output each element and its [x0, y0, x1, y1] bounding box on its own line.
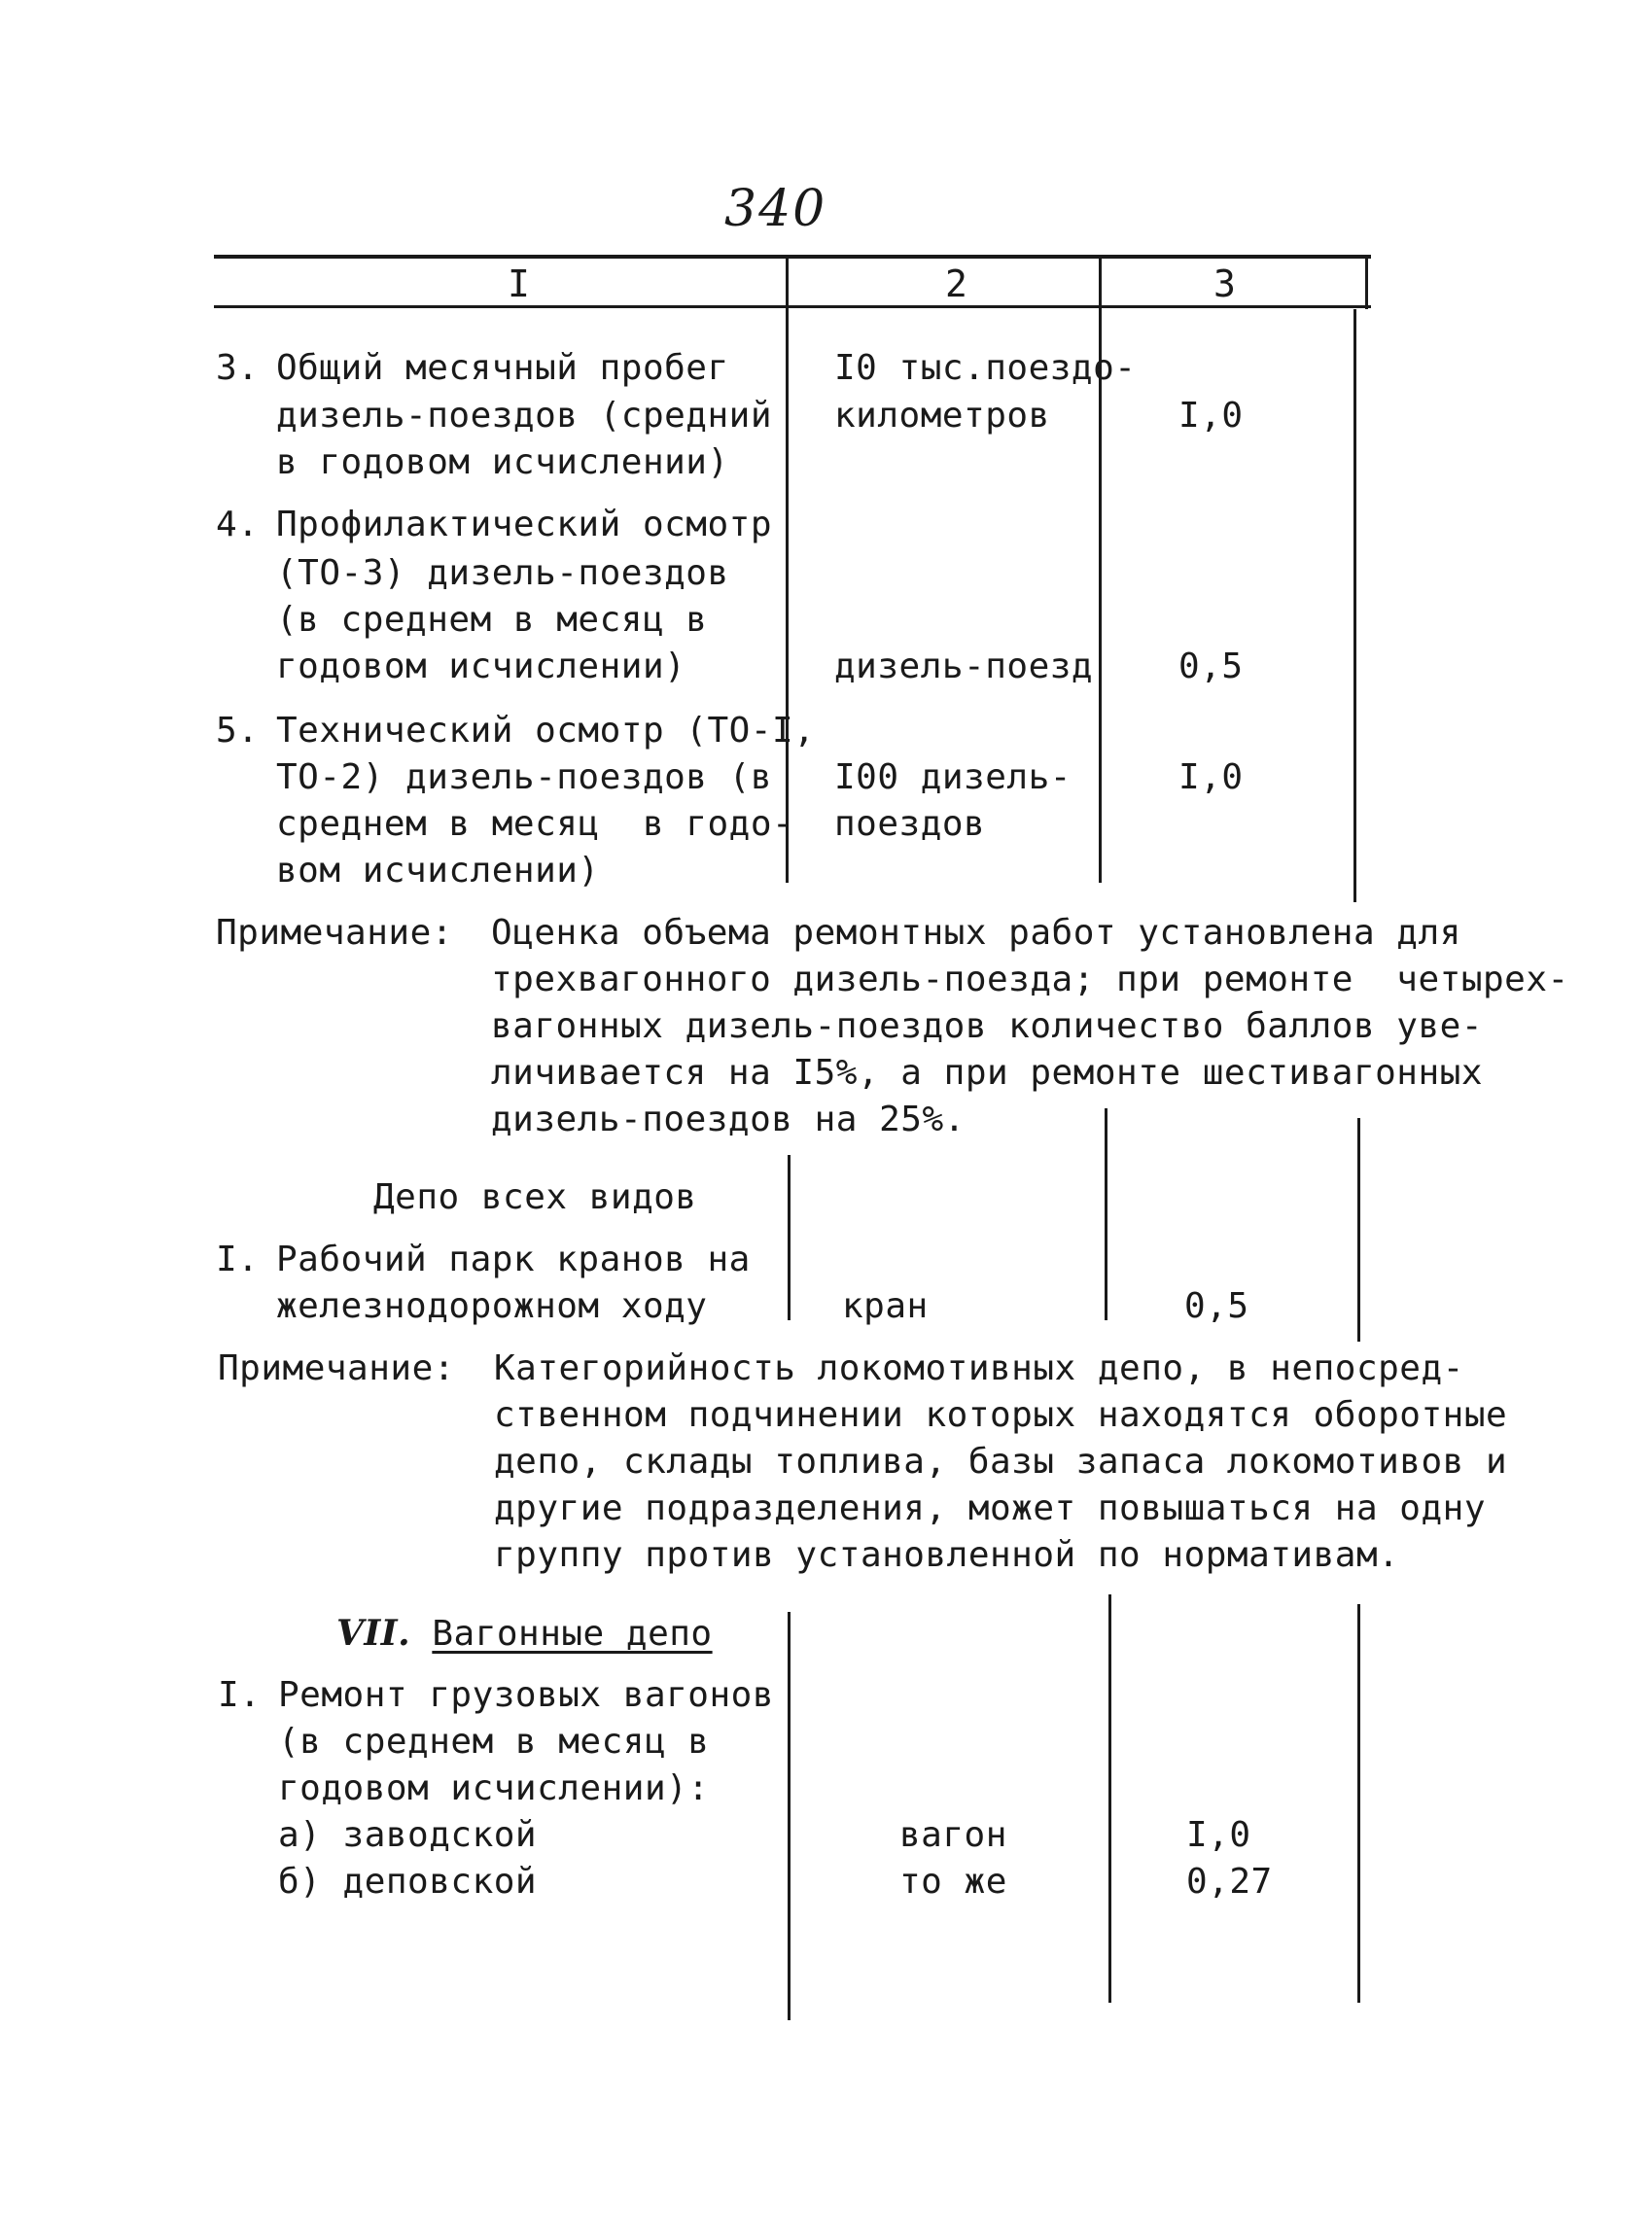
note-line: личивается на I5%, а при ремонте шестивагонных: [491, 1053, 1483, 1093]
row-number: I.: [218, 1675, 262, 1715]
note-line: ственном подчинении которых находятся оборотные: [494, 1395, 1508, 1435]
subrow-unit: вагон: [899, 1815, 1007, 1855]
row-unit: дизель-поезд: [834, 647, 1094, 686]
col-separator-a3: [1353, 309, 1356, 902]
row-text-line: Общий месячный пробег: [276, 348, 729, 388]
subrow-label: а) заводской: [278, 1815, 538, 1855]
note-line: Категорийность локомотивных депо, в непосред-: [494, 1348, 1464, 1388]
subrow-value: I,0: [1186, 1815, 1251, 1855]
header-separator-3: [1365, 257, 1368, 309]
col-header-1: I: [508, 262, 530, 305]
header-separator-1: [786, 257, 789, 309]
row-text-line: (в среднем в месяц в: [276, 600, 708, 640]
page-number: 340: [724, 180, 827, 238]
table-header-rule: [214, 305, 1371, 308]
col-separator-c1: [788, 1612, 791, 2020]
section-title: Депо всех видов: [373, 1177, 697, 1217]
note-line: дизель-поездов на 25%.: [491, 1100, 966, 1139]
row-number: 3.: [216, 348, 260, 388]
note-line: группу против установленной по нормативам.: [494, 1535, 1400, 1575]
col-separator-a1: [786, 309, 789, 883]
subrow-label: б) деповской: [278, 1862, 538, 1902]
col-separator-b2: [1105, 1108, 1107, 1320]
header-separator-2: [1099, 257, 1102, 309]
row-value: I,0: [1178, 396, 1244, 436]
col-separator-c3: [1357, 1604, 1360, 2003]
row-text-line: ТО-2) дизель-поездов (в: [276, 757, 772, 797]
row-text-line: Рабочий парк кранов на: [276, 1240, 751, 1279]
row-value: 0,5: [1178, 647, 1244, 686]
section-heading: [336, 1610, 713, 1658]
row-unit: километров: [834, 396, 1050, 436]
subrow-value: 0,27: [1186, 1862, 1273, 1902]
note-label: Примечание:: [216, 913, 453, 953]
col-header-3: 3: [1213, 262, 1236, 305]
note-line: вагонных дизель-поездов количество баллов уве-: [491, 1006, 1483, 1046]
section-title: Вагонные депо: [432, 1614, 713, 1654]
note-line: другие подразделения, может повышаться на одну: [494, 1488, 1486, 1528]
row-text-line: Профилактический осмотр: [276, 505, 772, 544]
row-text-line: годовом исчислении): [276, 647, 686, 686]
note-label: Примечание:: [218, 1348, 455, 1388]
row-text-line: (в среднем в месяц в: [278, 1722, 710, 1762]
table-top-rule: [214, 255, 1371, 259]
subrow-unit: то же: [899, 1862, 1007, 1902]
section-roman-numeral: VII.: [336, 1613, 411, 1654]
row-text-line: вом исчислении): [276, 851, 600, 891]
row-text-line: железнодорожном ходу: [276, 1286, 708, 1326]
row-text-line: (ТО-3) дизель-поездов: [276, 553, 729, 593]
col-separator-a2: [1099, 309, 1102, 883]
row-text-line: дизель-поездов (средний: [276, 396, 772, 436]
note-line: депо, склады топлива, базы запаса локомотивов и: [494, 1442, 1508, 1482]
row-text-line: Ремонт грузовых вагонов: [278, 1675, 774, 1715]
row-number: I.: [216, 1240, 260, 1279]
col-separator-b1: [788, 1155, 791, 1320]
row-number: 5.: [216, 711, 260, 751]
col-separator-c2: [1108, 1594, 1111, 2003]
row-text-line: в годовом исчислении): [276, 442, 729, 482]
row-number: 4.: [216, 505, 260, 544]
row-text-line: Технический осмотр (ТО-I,: [276, 711, 816, 751]
note-line: трехвагонного дизель-поезда; при ремонте четырех-: [491, 960, 1569, 999]
row-value: 0,5: [1184, 1286, 1249, 1326]
col-header-2: 2: [945, 262, 967, 305]
row-unit: поездов: [834, 804, 986, 844]
row-unit: кран: [842, 1286, 929, 1326]
row-value: I,0: [1178, 757, 1244, 797]
col-separator-b3: [1357, 1118, 1360, 1342]
row-unit: I0 тыс.поездо-: [834, 348, 1137, 388]
row-text-line: годовом исчислении):: [278, 1768, 710, 1808]
note-line: Оценка объема ремонтных работ установлена для: [491, 913, 1461, 953]
row-text-line: среднем в месяц в годо-: [276, 804, 794, 844]
row-unit: I00 дизель-: [834, 757, 1072, 797]
